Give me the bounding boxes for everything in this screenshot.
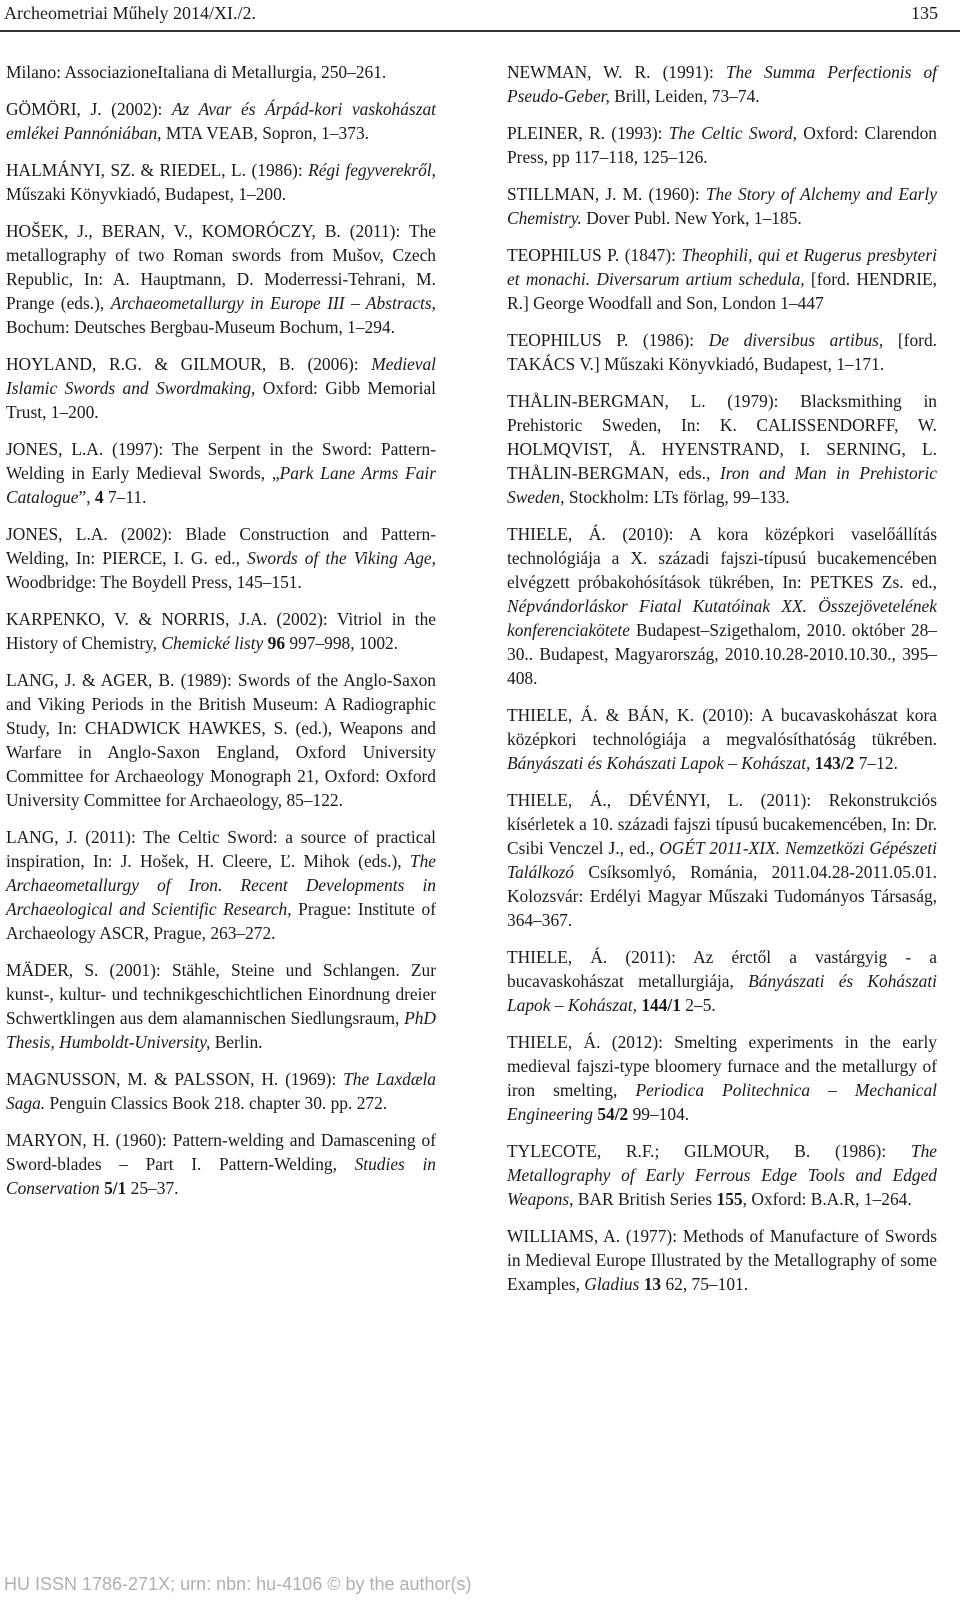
- reference-segment: 7–11.: [103, 487, 147, 507]
- reference-segment: THIELE, Á. (2010): A kora középkori vaselőállítás technológiája a X. századi fajszi-típusú bucakemencében elvégzett próbakohósítások tükrében, In: PETKES Zs. ed.,: [507, 524, 937, 592]
- reference-italic-segment: Az Avar és Árpád-kori vaskohászat emlékei Pannóniában: [6, 99, 436, 143]
- reference-entry: [6, 958, 436, 1054]
- reference-segment: 2–5.: [680, 995, 716, 1015]
- reference-segment: , Műszaki Könyvkiadó, Budapest, 1–200.: [6, 160, 436, 204]
- reference-italic-segment: The Archaeometallurgy of Iron. Recent Developments in Archaeological and Scientific Research,: [6, 851, 436, 919]
- reference-italic-segment: Periodica Politechnica – Mechanical Engineering: [507, 1080, 937, 1124]
- reference-entry: [507, 121, 937, 169]
- reference-segment: ”,: [78, 487, 95, 507]
- reference-segment: MÄDER, S. (2001): Stähle, Steine und Schlangen. Zur kunst-, kultur- und technikgeschichtlichen Einordnung dreier Schwertklingen aus dem alamannischen Siedlungsraum,: [6, 960, 436, 1028]
- reference-bold-segment: 4: [94, 487, 104, 507]
- reference-segment: 997–998, 1002.: [285, 633, 399, 653]
- reference-segment: Prague: Institute of Archaeology ASCR, Prague, 263–272.: [6, 899, 436, 943]
- reference-segment: WILLIAMS, A. (1977): Methods of Manufacture of Swords in Medieval Europe Illustrated by the Metallography of some Examples,: [507, 1226, 937, 1294]
- reference-italic-segment: OGÉT 2011-XIX. Nemzetközi Gépészeti Találkozó: [507, 838, 937, 882]
- reference-italic-segment: The Celtic Sword: [668, 123, 793, 143]
- reference-italic-segment: De diversibus artibus,: [708, 330, 884, 350]
- reference-segment: THIELE, Á. & BÁN, K. (2010): A bucavaskohászat kora középkori technológiája a megvalósíthatóság tükrében.: [507, 705, 937, 749]
- reference-entry: [507, 788, 937, 932]
- reference-segment: HALMÁNYI, SZ. & RIEDEL, L. (1986):: [6, 160, 309, 180]
- reference-segment: JONES, L.A. (1997): The Serpent in the Sword: Pattern-Welding in Early Medieval Swords, „: [6, 439, 436, 483]
- reference-segment: Milano: AssociazioneItaliana di Metallurgia, 250–261.: [6, 62, 387, 82]
- reference-entry: [507, 1030, 937, 1126]
- reference-segment: THÅLIN-BERGMAN, L. (1979): Blacksmithing in Prehistoric Sweden, In: K. CALISSENDORFF, W. HOLMQVIST, Å. HYENSTRAND, I. SERNING, L. THÅLIN-BERGMAN, eds.,: [507, 391, 937, 483]
- reference-segment: JONES, L.A. (2002): Blade Construction and Pattern-Welding, In: PIERCE, I. G. ed.,: [6, 524, 436, 568]
- reference-segment: THIELE, Á., DÉVÉNYI, L. (2011): Rekonstrukciós kísérletek a 10. századi fajszi típusú bucakemencében, In: Dr. Csibi Venczel J., ed.,: [507, 790, 937, 858]
- reference-segment: NEWMAN, W. R. (1991):: [507, 62, 726, 82]
- reference-entry: [6, 158, 436, 206]
- reference-entry: [6, 1128, 436, 1200]
- reference-entry: [507, 522, 937, 690]
- reference-italic-segment: The Story of Alchemy and Early Chemistry.: [507, 184, 937, 228]
- reference-segment: [ford. HENDRIE, R.] George Woodfall and Son, London 1–447: [507, 269, 937, 313]
- reference-entry: [507, 60, 937, 108]
- reference-segment: KARPENKO, V. & NORRIS, J.A. (2002): Vitriol in the History of Chemistry,: [6, 609, 436, 653]
- reference-italic-segment: Park Lane Arms Fair Catalogue: [6, 463, 436, 507]
- reference-segment: Dover Publ. New York, 1–185.: [581, 208, 802, 228]
- reference-entry: [6, 825, 436, 945]
- reference-segment: Penguin Classics Book 218. chapter 30. pp. 272.: [45, 1093, 388, 1113]
- reference-segment: TEOPHILUS P. (1847):: [507, 245, 682, 265]
- reference-italic-segment: Chemické listy: [161, 633, 264, 653]
- reference-italic-segment: Swords of the Viking Age: [247, 548, 432, 568]
- reference-entry: [507, 328, 937, 376]
- reference-bold-segment: 144/1: [641, 995, 681, 1015]
- reference-segment: , Bochum: Deutsches Bergbau-Museum Bochum, 1–294.: [6, 293, 436, 337]
- reference-segment: , Oxford: Gibb Memorial Trust, 1–200.: [6, 378, 436, 422]
- reference-segment: [ford. TAKÁCS V.] Műszaki Könyvkiadó, Budapest, 1–171.: [507, 330, 937, 374]
- reference-segment: Berlin.: [210, 1032, 263, 1052]
- reference-segment: , Oxford: Clarendon Press, pp 117–118, 125–126.: [507, 123, 937, 167]
- reference-entry: [507, 703, 937, 775]
- reference-italic-segment: PhD Thesis, Humboldt-University,: [6, 1008, 436, 1052]
- reference-entry: [6, 352, 436, 424]
- page-header: [0, 0, 960, 32]
- reference-segment: HOYLAND, R.G. & GILMOUR, B. (2006):: [6, 354, 372, 374]
- reference-italic-segment: Népvándorláskor Fiatal Kutatóinak XX. Összejövetelének konferenciakötete: [507, 596, 937, 640]
- reference-italic-segment: Iron and Man in Prehistoric Sweden: [507, 463, 937, 507]
- reference-entry: [507, 243, 937, 315]
- reference-segment: GÖMÖRI, J. (2002):: [6, 99, 172, 119]
- reference-segment: MAGNUSSON, M. & PALSSON, H. (1969):: [6, 1069, 344, 1089]
- reference-segment: , BAR British Series: [569, 1189, 717, 1209]
- reference-segment: THIELE, Á. (2012): Smelting experiments in the early medieval fajszi-type bloomery furnace and the metallurgy of iron smelting,: [507, 1032, 937, 1100]
- reference-segment: THIELE, Á. (2011): Az érctől a vastárgyig - a bucavaskohászat metallurgiája,: [507, 947, 937, 991]
- reference-entry: [6, 522, 436, 594]
- reference-segment: PLEINER, R. (1993):: [507, 123, 669, 143]
- reference-entry: [507, 945, 937, 1017]
- reference-segment: , MTA VEAB, Sopron, 1–373.: [157, 123, 369, 143]
- reference-segment: , Woodbridge: The Boydell Press, 145–151.: [6, 548, 436, 592]
- reference-italic-segment: Medieval Islamic Swords and Swordmaking: [6, 354, 436, 398]
- reference-bold-segment: 13: [643, 1274, 662, 1294]
- reference-italic-segment: The Metallography of Early Ferrous Edge Tools and Edged Weapons: [507, 1141, 937, 1209]
- reference-italic-segment: The Summa Perfectionis of Pseudo-Geber,: [507, 62, 937, 106]
- reference-italic-segment: Studies in Conservation: [6, 1154, 436, 1198]
- reference-entry: [507, 182, 937, 230]
- reference-bold-segment: 5/1: [104, 1178, 127, 1198]
- reference-entry: [6, 437, 436, 509]
- reference-segment: 62, 75–101.: [661, 1274, 749, 1294]
- reference-segment: STILLMAN, J. M. (1960):: [507, 184, 706, 204]
- reference-segment: MARYON, H. (1960): Pattern-welding and Damascening of Sword-blades – Part I. Pattern-Welding,: [6, 1130, 436, 1174]
- page-number: 135: [911, 3, 938, 23]
- reference-italic-segment: Gladius: [584, 1274, 640, 1294]
- reference-segment: Csíksomlyó, Románia, 2011.04.28-2011.05.01. Kolozsvár: Erdélyi Magyar Műszaki Tudományos Társaság, 364–367.: [507, 862, 937, 930]
- reference-entry: [6, 219, 436, 339]
- reference-segment: Brill, Leiden, 73–74.: [609, 86, 760, 106]
- reference-segment: 25–37.: [126, 1178, 179, 1198]
- reference-italic-segment: Bányászati és Kohászati Lapok – Kohászat,: [507, 753, 811, 773]
- reference-bold-segment: 143/2: [814, 753, 855, 773]
- reference-italic-segment: Archaeometallurgy in Europe III – Abstracts: [110, 293, 432, 313]
- reference-bold-segment: 54/2: [597, 1104, 629, 1124]
- reference-segment: LANG, J. (2011): The Celtic Sword: a source of practical inspiration, In: J. Hošek, H. Cleere, Ľ. Mihok (eds.),: [6, 827, 436, 871]
- reference-segment: HOŠEK, J., BERAN, V., KOMORÓCZY, B. (2011): The metallography of two Roman swords from Mušov, Czech Republic, In: A. Hauptmann, D. Moderressi-Tehrani, M. Prange (eds.),: [6, 221, 436, 313]
- reference-bold-segment: 155: [716, 1189, 743, 1209]
- reference-italic-segment: The Laxdæla Saga.: [6, 1069, 436, 1113]
- reference-segment: , Oxford: B.A.R, 1–264.: [742, 1189, 912, 1209]
- reference-entry: [6, 607, 436, 655]
- reference-italic-segment: Bányászati és Kohászati Lapok – Kohászat,: [507, 971, 937, 1015]
- reference-segment: LANG, J. & AGER, B. (1989): Swords of the Anglo-Saxon and Viking Periods in the British Museum: A Radiographic Study, In: CHADWICK HAWKES, S. (ed.), Weapons and Warfare in Anglo-Saxon England, Oxford University Committee for Archaeology Monograph 21, Oxford: Oxford University Committee for Archaeology, 85–122.: [6, 670, 436, 810]
- reference-italic-segment: Régi fegyverekről: [308, 160, 432, 180]
- reference-entry: [6, 97, 436, 145]
- reference-italic-segment: Theophili, qui et Rugerus presbyteri et monachi. Diversarum artium schedula,: [507, 245, 938, 289]
- reference-entry: [6, 668, 436, 812]
- header-rule: [0, 30, 960, 32]
- reference-entry: [6, 60, 436, 84]
- references-right-column: [507, 60, 937, 1309]
- issn-footer: HU ISSN 1786-271X; urn: nbn: hu-4106 © by the author(s): [4, 1574, 472, 1594]
- reference-entry: [507, 1139, 937, 1211]
- reference-segment: , Stockholm: LTs förlag, 99–133.: [560, 487, 790, 507]
- references-left-column: [6, 60, 436, 1213]
- reference-segment: 99–104.: [628, 1104, 690, 1124]
- reference-entry: [6, 1067, 436, 1115]
- reference-segment: Budapest–Szigethalom, 2010. október 28–30.. Budapest, Magyarország, 2010.10.28-2010.10.30., 395–408.: [507, 620, 937, 688]
- reference-segment: TEOPHILUS P. (1986):: [507, 330, 709, 350]
- reference-entry: [507, 1224, 937, 1296]
- reference-segment: 7–12.: [854, 753, 898, 773]
- reference-bold-segment: 96: [267, 633, 286, 653]
- reference-segment: TYLECOTE, R.F.; GILMOUR, B. (1986):: [507, 1141, 911, 1161]
- journal-title: Archeometriai Műhely 2014/XI./2.: [4, 3, 256, 23]
- reference-entry: [507, 389, 937, 509]
